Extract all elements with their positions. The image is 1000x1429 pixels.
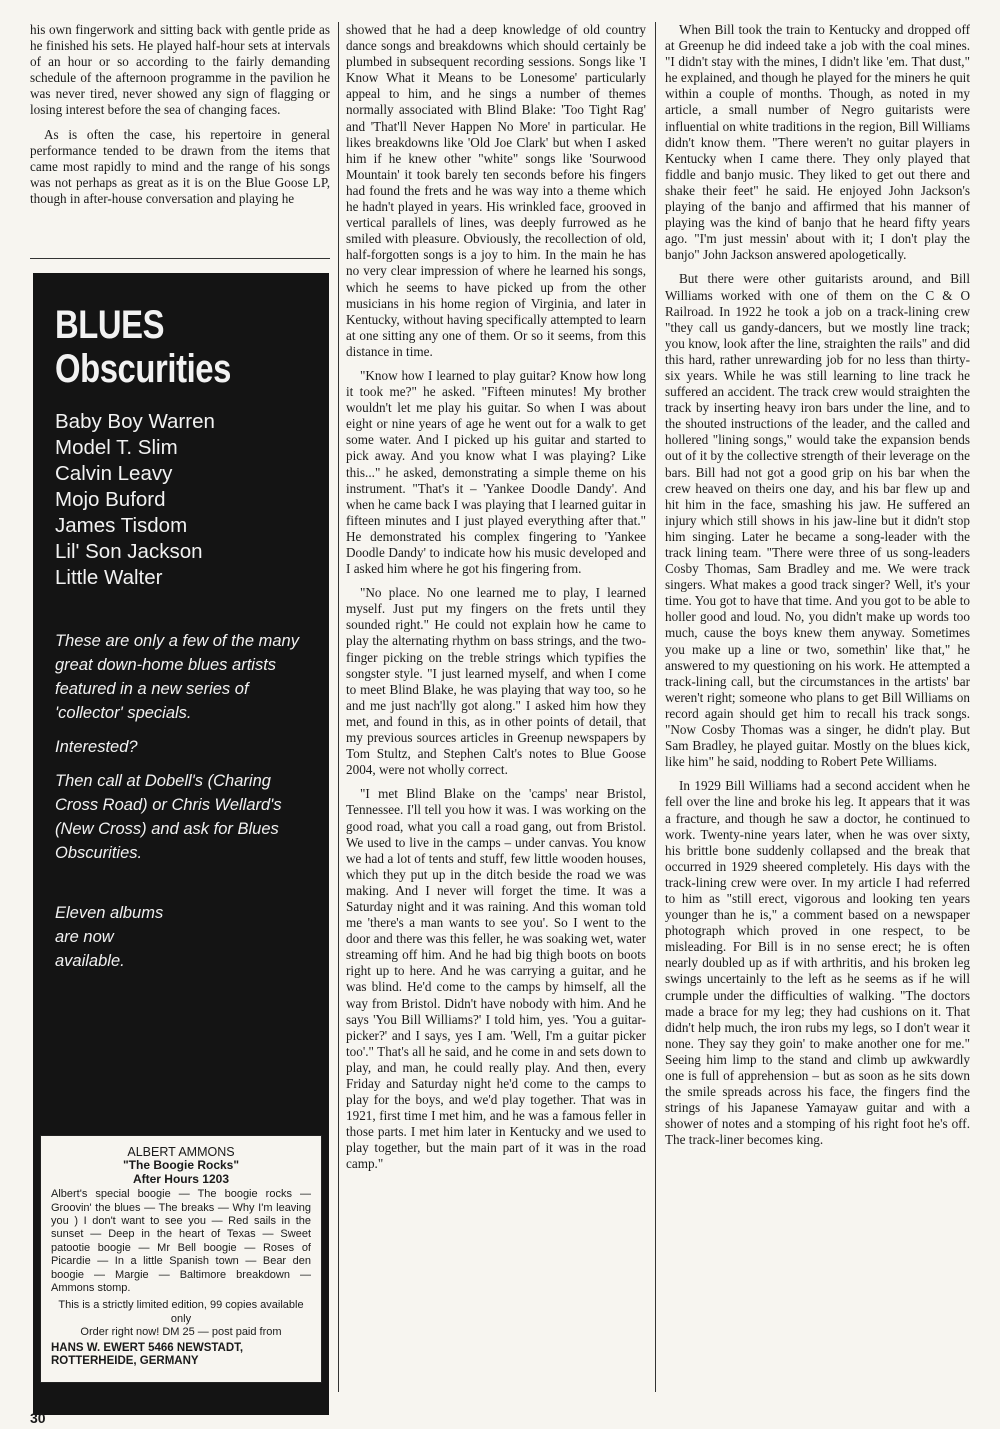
paragraph: As is often the case, his repertoire in general performance tended to be drawn from the items that came most rapidly to mind and the range of his songs was not perhaps as great as it is on the Blue Goose LP, though in after-house conversation and playing he: [30, 126, 330, 206]
artist-item: James Tisdom: [55, 514, 188, 537]
artist-item: Mojo Buford: [55, 488, 166, 511]
column-divider-vertical: [338, 22, 339, 1392]
right-column-text: [665, 22, 970, 1402]
artist-item: Baby Boy Warren: [55, 410, 215, 433]
left-column-text: [30, 22, 330, 254]
ad-order: Order right now! DM 25 — post paid from: [80, 1326, 282, 1339]
ad-copy-text: These are only a few of the many great down-home blues artists featured in a new series of 'collector' specials.: [55, 632, 299, 722]
middle-column-text: [346, 22, 646, 1402]
paragraph: "Know how I learned to play guitar? Know how long it took me?" he asked. "Fifteen minutes! My brother wouldn't let me play his guitar. So when I was about eight or nine years of age he went out for a walk to get some water. And I picked up his guitar and started to pick away. And you know what I was playing? Like this..." he asked, demonstrating a simple theme on his instrument. "That's it – 'Yankee Doodle Dandy'. And when he came back I was playing that I learned guitar in fifteen minutes and I just played everything after that." He demonstrated his complex fingering to 'Yankee Doodle Dandy' to indicate how his music developed and I asked him where he got his fingering from.: [346, 367, 646, 577]
paragraph: his own fingerwork and sitting back with gentle pride as he finished his sets. He played half-hour sets at intervals of an hour or so according to the fairly demanding schedule of the afternoon programme in the pavilion he was never tired, never showed any sign of flagging or losing interest before the sea of changing faces.: [30, 22, 330, 118]
artist-item: Model T. Slim: [55, 436, 178, 459]
artist-item: Calvin Leavy: [55, 462, 173, 485]
artist-item: Lil' Son Jackson: [55, 540, 203, 563]
ad-label: After Hours 1203: [132, 1171, 230, 1186]
artist-list: [55, 409, 307, 591]
paragraph: showed that he had a deep knowledge of old country dance songs and breakdowns which should certainly be plumbed in subsequent recording sessions. Songs like 'I Know What it Means to be Lonesome' particularly appeal to him, and he sings a number of themes normally associated with Blind Blake: 'Too Tight Rag' and 'That'll Never Happen No More' in particular. He likes breakdowns like 'Old Joe Clark' but when I asked him if he knew other "white" songs like 'Sourwood Mountain' it took barely ten seconds before his fingers had found the frets and he was way into a theme which he hadn't played in years. His wrinkled face, grooved in vertical parallels of lines, was deeply furrowed as he smiled with pleasure. Obviously, the recollection of old, half-forgotten songs is a joy to him. In the main he has no very clear impression of where he learned his songs, which he seems to have picked up from the other musicians in his home region of Virginia, and later in Kentucky, without having specifically attempted to learn at one sitting any one of them. Or so it seems, from this distance in time.: [346, 22, 646, 359]
ad-album: "The Boogie Rocks": [122, 1158, 240, 1173]
paragraph: In 1929 Bill Williams had a second accident when he fell over the line and broke his leg. It appears that it was a fracture, and though he saw a doctor, he continued to work. Twenty-nine years later, when he was over sixty, his brittle bone suddenly collapsed and the break that occurred in 1929 sheered completely. His days with the track-lining crew were over. In my article I had referred to him as "still erect, vigorous and looking ten years younger than he is," a comment based on a newspaper photograph which proved in one respect, to be misleading. For Bill is in no sense erect; he is often nearly doubled up as if with arthritis, and his broken leg swings uncertainly to the left as he seems as if he will crumple under the difficulties of walking. "The doctors made a brace for my leg; they had cushions on it. That didn't help much, the iron rubs my legs, so I don't wear it none. They say they goin' to make another one for me." Seeing him limp to the stand and climb up awkwardly one is full of apprehension – but as soon as he sits down the smile spreads across his face, the fingers find the strings of his Japanese Yamayaw guitar and with a shower of notes and a stomping of his right foot he's off. The track-liner becomes king.: [665, 778, 970, 1148]
ad-copy-text: Then call at Dobell's (Charing Cross Road) or Chris Wellard's (New Cross) and ask for Blues Obscurities.: [55, 772, 282, 862]
ad-copy-text: Interested?: [55, 738, 138, 756]
paragraph: "No place. No one learned me to play, I learned myself. Just put my fingers on the frets until they sounded right." He could not explain how he came to play the alternating rhythm on bass strings, and the two-finger picking on the treble strings which typifies the songster style. "I just learned myself, and when I come to meet Blind Blake, he was playing that way too, so he and me just nach'lly got along." I asked him how they met, and found in this, as in other points of detail, that my previous sources articles in Greenup newspapers by Tom Stultz, and Stephen Calt's notes to Blue Goose 2004, were not wholly correct.: [346, 585, 646, 778]
ad-copy: [55, 629, 307, 973]
column-divider-horizontal: [30, 258, 330, 259]
ad-copy-text: Eleven albums are now available.: [55, 904, 164, 970]
ad-limited: This is a strictly limited edition, 99 copies available only: [58, 1299, 304, 1325]
artist-item: Little Walter: [55, 566, 163, 589]
column-divider-vertical: [655, 22, 656, 1392]
ad-title: BLUES Obscurities: [55, 303, 231, 391]
paragraph: When Bill took the train to Kentucky and dropped off at Greenup he did indeed take a job with the coal mines. "I didn't stay with the mines, I didn't like 'em. That dust," he explained, and though he played for the miners he quit within a couple of months. Though, as noted in my article, a small number of Negro guitarists were influential on white traditions in the region, Bill Williams didn't know them. "There weren't no guitar players in Kentucky when I came there. They only played that fiddle and banjo music. They liked to get out there and shake their feet" he said. He enjoyed John Jackson's playing of the banjo and affirmed that his manner of playing was the kind of banjo that he heard fifty years ago. "I'm just messin' about with it; I don't play the banjo" John Jackson answered apologetically.: [665, 22, 970, 263]
ad-artist: ALBERT AMMONS: [127, 1145, 235, 1159]
ad-address: HANS W. EWERT 5466 NEWSTADT, ROTTERHEIDE, GERMANY: [51, 1341, 244, 1368]
paragraph: But there were other guitarists around, and Bill Williams worked with one of them on the C & O Railroad. In 1922 he took a job on a track-lining crew "they call us gandy-dancers, but we mostly line track; you know, look after the line, straighten the rails" and did this hard, rather unrewarding job for no less than thirty-six years. While he was still learning to line track he suffered an accident. The track crew would straighten the track by inserting heavy iron bars under the line, and to the shouted instructions of the leader, and the called and hollered "lining songs," would take the expansion bends out of it by the collective strength of their leverage on the bars. Bill had not got a good grip on his bar when the crew heaved on theirs one day, and his bar flew up and hit him in the face, smashing his jaw. He suffered an injury which still shows in his jaw-line but it didn't stop him singing. Later he became a song-leader with the track lining team. "There were three of us song-leaders Cosby Thomas, Sam Bradley and me. We were track singers. What makes a good track singer? Well, it's your time. You got to have that time. And you got to be able to holler good and loud. No, you didn't make up words too much, cause the boys knew them anyway. Sometimes you make up a line or two, somethin' like that," he answered to my questioning on his work. He attempted a track-lining call, but the circumstances in the artists' bar weren't right; someone who plans to get Bill Williams on record again should get him to recall his track songs. "Now Cosby Thomas was a singer, he didn't play. But Sam Bradley, he played guitar. Mostly on the blues kick, like him" he said, nodding to Robert Pete Williams.: [665, 271, 970, 770]
paragraph: "I met Blind Blake on the 'camps' near Bristol, Tennessee. I'll tell you how it was. I was working on the good road, what you call a road gang, out from Bristol. We used to live in the camps – under canvas. You know we had a lot of tents and stuff, few little wooden houses, which they put up in the ditch beside the road we was making. And I never will forget the time. It was a Saturday night and it was raining. And this woman told me 'there's a man wants to see you'. So I went to the door and there was this feller, he was soaking wet, water streaming off him. And he had big thigh boots on boots right up to here. And he was carrying a guitar, and he was blind. He'd come to the camps by himself, all the way from Bristol. Didn't have nobody with him. And he says 'You Bill Williams?' I told him, yes. 'You a guitar-picker?' and I says, yes I am. 'Well, I'm a guitar picker too'." That's all he said, and he come in and sets down to play, and man, he could really play. And then, every Friday and Saturday night he'd come to the camps to play for the boys, and we'd play together. That was in 1921, first time I met him, and he was a famous feller in those parts. I met him later in Kentucky and we used to play together, but the main part of it was in the road camp.": [346, 786, 646, 1172]
page-number: 30: [30, 1410, 46, 1426]
albert-ammons-ad: [40, 1135, 322, 1383]
ad-tracklist: Albert's special boogie — The boogie rocks — Groovin' the blues — The breaks — Why I'm leaving you ) I don't want to see you — Red sails in the sunset — Deep in the heart of Texas — Sweet patootie boogie — Mr Bell boogie — Roses of Picardie — In a little Spanish town — Bear den boogie — Margie — Baltimore breakdown — Ammons stomp.: [51, 1188, 311, 1295]
